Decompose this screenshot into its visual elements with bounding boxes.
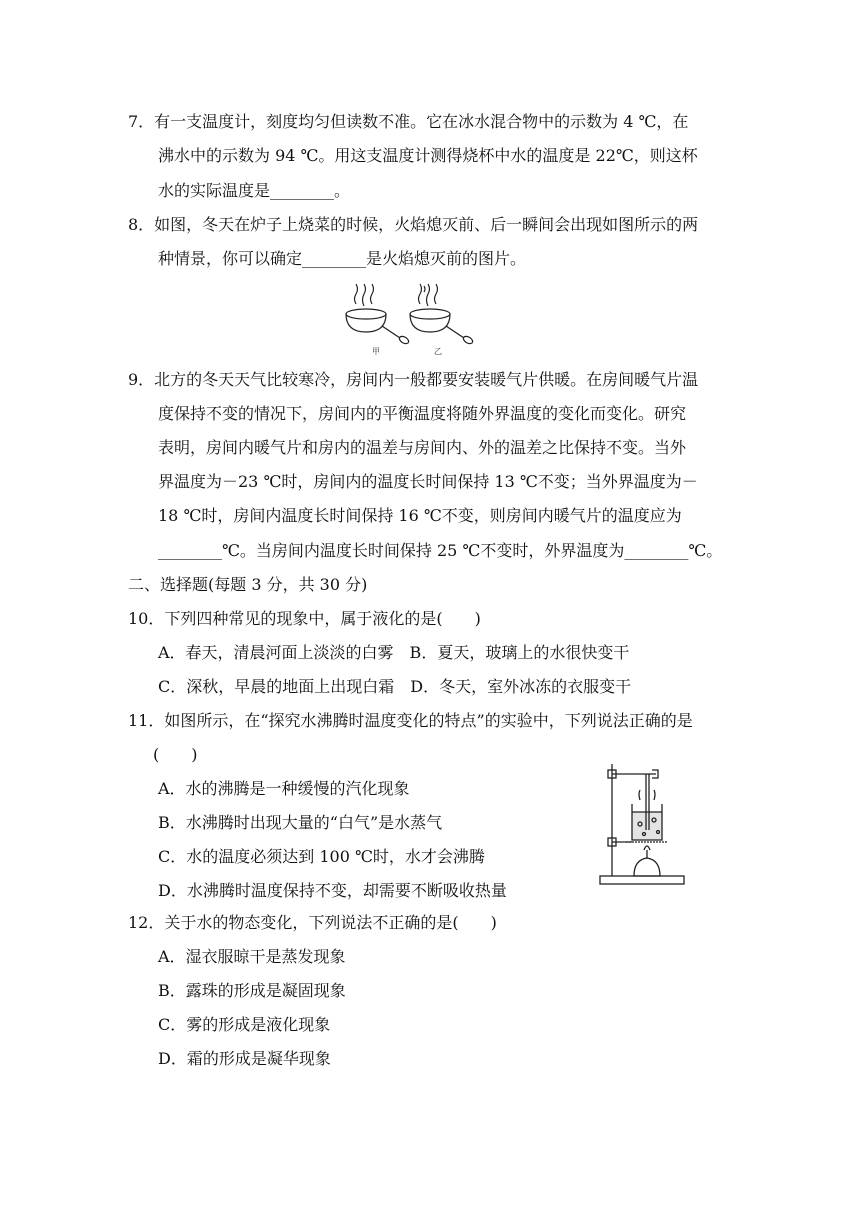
pan-yi-icon: [410, 284, 474, 345]
q11-option-a: A．水的沸腾是一种缓慢的汽化现象: [158, 779, 410, 798]
q9-line-4: 界温度为－23 ℃时，房间内的温度长时间保持 13 ℃不变；当外界温度为－: [158, 472, 698, 491]
q8-line-1: 8．如图，冬天在炉子上烧菜的时候，火焰熄灭前、后一瞬间会出现如图所示的两: [128, 215, 699, 234]
q9-line-2: 度保持不变的情况下，房间内的平衡温度将随外界温度的变化而变化。研究: [158, 404, 687, 423]
q12-stem: 12．关于水的物态变化，下列说法不正确的是( ): [128, 913, 497, 932]
q11-stem: 11．如图所示，在“探究水沸腾时温度变化的特点”的实验中，下列说法正确的是: [128, 711, 693, 730]
section-heading: 二、选择题(每题 3 分，共 30 分): [128, 575, 368, 594]
q12-option-d: D．霜的形成是凝华现象: [158, 1049, 331, 1068]
q9-line-1: 9．北方的冬天天气比较寒冷，房间内一般都要安装暖气片供暖。在房间暖气片温: [128, 370, 699, 389]
q11-option-d: D．水沸腾时温度保持不变，却需要不断吸收热量: [158, 881, 507, 900]
stand-base: [600, 876, 684, 884]
q10-options-ab: A．春天，清晨河面上淡淡的白雾 B．夏天，玻璃上的水很快变干: [158, 643, 630, 662]
q7-line-2: 沸水中的示数为 94 ℃。用这支温度计测得烧杯中水的温度是 22℃，则这杯: [158, 146, 698, 165]
q11-paren: ( ): [153, 745, 198, 764]
q12-option-c: C．雾的形成是液化现象: [158, 1015, 331, 1034]
caption-jia: 甲: [372, 347, 380, 356]
cooking-pans-figure: [338, 282, 474, 360]
q9-line-3: 表明，房间内暖气片和房内的温差与房间内、外的温差之比保持不变。当外: [158, 438, 687, 457]
q9-line-5: 18 ℃时，房间内温度长时间保持 16 ℃不变，则房间内暖气片的温度应为: [158, 506, 682, 525]
q7-line-3: 水的实际温度是________。: [158, 181, 351, 200]
q9-line-6: ________℃。当房间内温度长时间保持 25 ℃不变时，外界温度为________℃。: [158, 541, 723, 560]
caption-yi: 乙: [434, 347, 442, 356]
boiling-apparatus-figure: [596, 760, 688, 888]
q11-option-c: C．水的温度必须达到 100 ℃时，水才会沸腾: [158, 847, 485, 866]
pan-jia-icon: [346, 284, 410, 345]
q12-option-b: B．露珠的形成是凝固现象: [158, 981, 346, 1000]
q10-stem: 10．下列四种常见的现象中，属于液化的是( ): [128, 609, 481, 628]
alcohol-lamp-icon: [634, 858, 660, 876]
q12-option-a: A．湿衣服晾干是蒸发现象: [158, 947, 346, 966]
q7-line-1: 7．有一支温度计，刻度均匀但读数不准。它在冰水混合物中的示数为 4 ℃，在: [128, 112, 689, 131]
q8-line-2: 种情景，你可以确定________是火焰熄灭前的图片。: [158, 249, 527, 268]
q10-options-cd: C．深秋，早晨的地面上出现白霜 D．冬天，室外冰冻的衣服变干: [158, 677, 632, 696]
q11-option-b: B．水沸腾时出现大量的“白气”是水蒸气: [158, 813, 443, 832]
